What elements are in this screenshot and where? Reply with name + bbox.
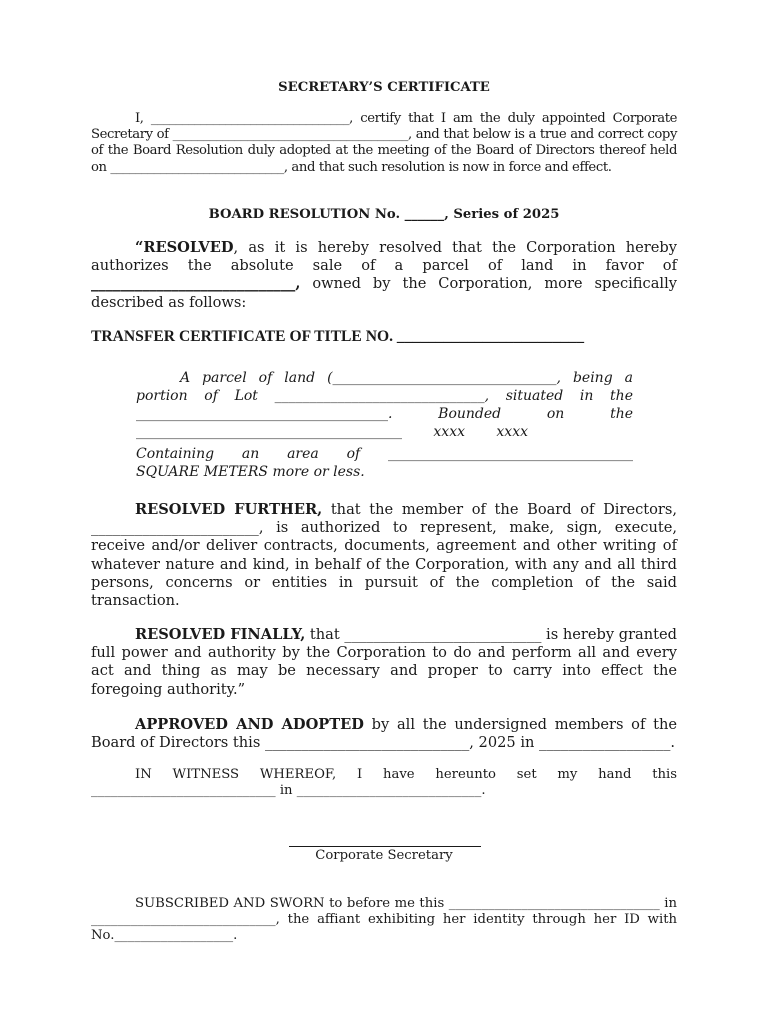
certification-text: I, ________________________________, certify that I am the duly appointed Corporate Secretary of ______________________________________, and that below is a true and correct copy of the Board Resolution duly adopted at the meeting of the Board of Directors thereof held on ____________________________, and that such resolution is now in force and effect. bbox=[91, 111, 677, 175]
resolved-further-paragraph bbox=[91, 501, 677, 610]
witness-text: IN WITNESS WHEREOF, I have hereunto set my hand this ____________________________ in ____________________________. bbox=[91, 767, 677, 799]
resolved-blank: ____________________________, bbox=[91, 275, 301, 293]
resolution-header: BOARD RESOLUTION No. ______, Series of 2025 bbox=[208, 207, 560, 222]
resolved-finally-text: that ___________________________ is hereby granted full power and authority by the Corporation to do and perform all and every act and thing as may be necessary and proper to carry into effect the foregoing authority.” bbox=[91, 626, 677, 698]
signature-label: Corporate Secretary bbox=[315, 848, 453, 863]
resolved-paragraph bbox=[91, 239, 677, 312]
approved-text: by all the undersigned members of the Board of Directors this ____________________________, 2025 in __________________. bbox=[91, 716, 677, 752]
parcel-line-6: SQUARE METERS more or less. bbox=[136, 464, 365, 480]
parcel-line-4: ______________________________________ xxxx xxxx bbox=[136, 424, 528, 440]
resolved-rest: owned by the Corporation, more specifically described as follows: bbox=[91, 275, 677, 311]
resolved-further-text: that the member of the Board of Directors, _______________________, is authorized to represent, make, sign, execute, receive and/or deliver contracts, documents, agreement and other writing of whatever nature and kind, in behalf of the Corporation, with any and all third persons, concerns or entities in pursuit of the completion of the said transaction. bbox=[91, 501, 678, 610]
subscribed-paragraph bbox=[91, 896, 677, 945]
resolved-text: , as it is hereby resolved that the Corporation hereby authorizes the absolute sale of a parcel of land in favor of bbox=[91, 239, 677, 275]
parcel-line-3: ____________________________________. Bounded on the bbox=[136, 406, 633, 422]
parcel-line-1: A parcel of land (________________________________, being a bbox=[180, 370, 633, 386]
parcel-line-2: portion of Lot ______________________________, situated in the bbox=[136, 388, 633, 404]
approved-lead: APPROVED AND ADOPTED bbox=[135, 716, 364, 733]
tct-heading: TRANSFER CERTIFICATE OF TITLE NO. ________________________ bbox=[91, 328, 585, 345]
approved-paragraph bbox=[91, 716, 677, 752]
signature-line bbox=[289, 846, 481, 847]
resolved-finally-paragraph bbox=[91, 626, 677, 699]
subscribed-text: SUBSCRIBED AND SWORN to before me this ________________________________ in ____________________________, the affiant exhibiting her identity through her ID with No.__________________. bbox=[91, 896, 677, 944]
certification-paragraph bbox=[91, 111, 677, 176]
resolved-further-lead: RESOLVED FURTHER, bbox=[135, 501, 323, 518]
parcel-description bbox=[136, 369, 633, 481]
resolved-finally-lead: RESOLVED FINALLY, bbox=[135, 626, 306, 643]
witness-paragraph bbox=[91, 767, 677, 799]
resolved-lead: “RESOLVED bbox=[135, 239, 234, 256]
document-title: SECRETARY’S CERTIFICATE bbox=[278, 80, 490, 95]
parcel-line-5: Containing an area of ___________________________________ bbox=[136, 446, 633, 462]
